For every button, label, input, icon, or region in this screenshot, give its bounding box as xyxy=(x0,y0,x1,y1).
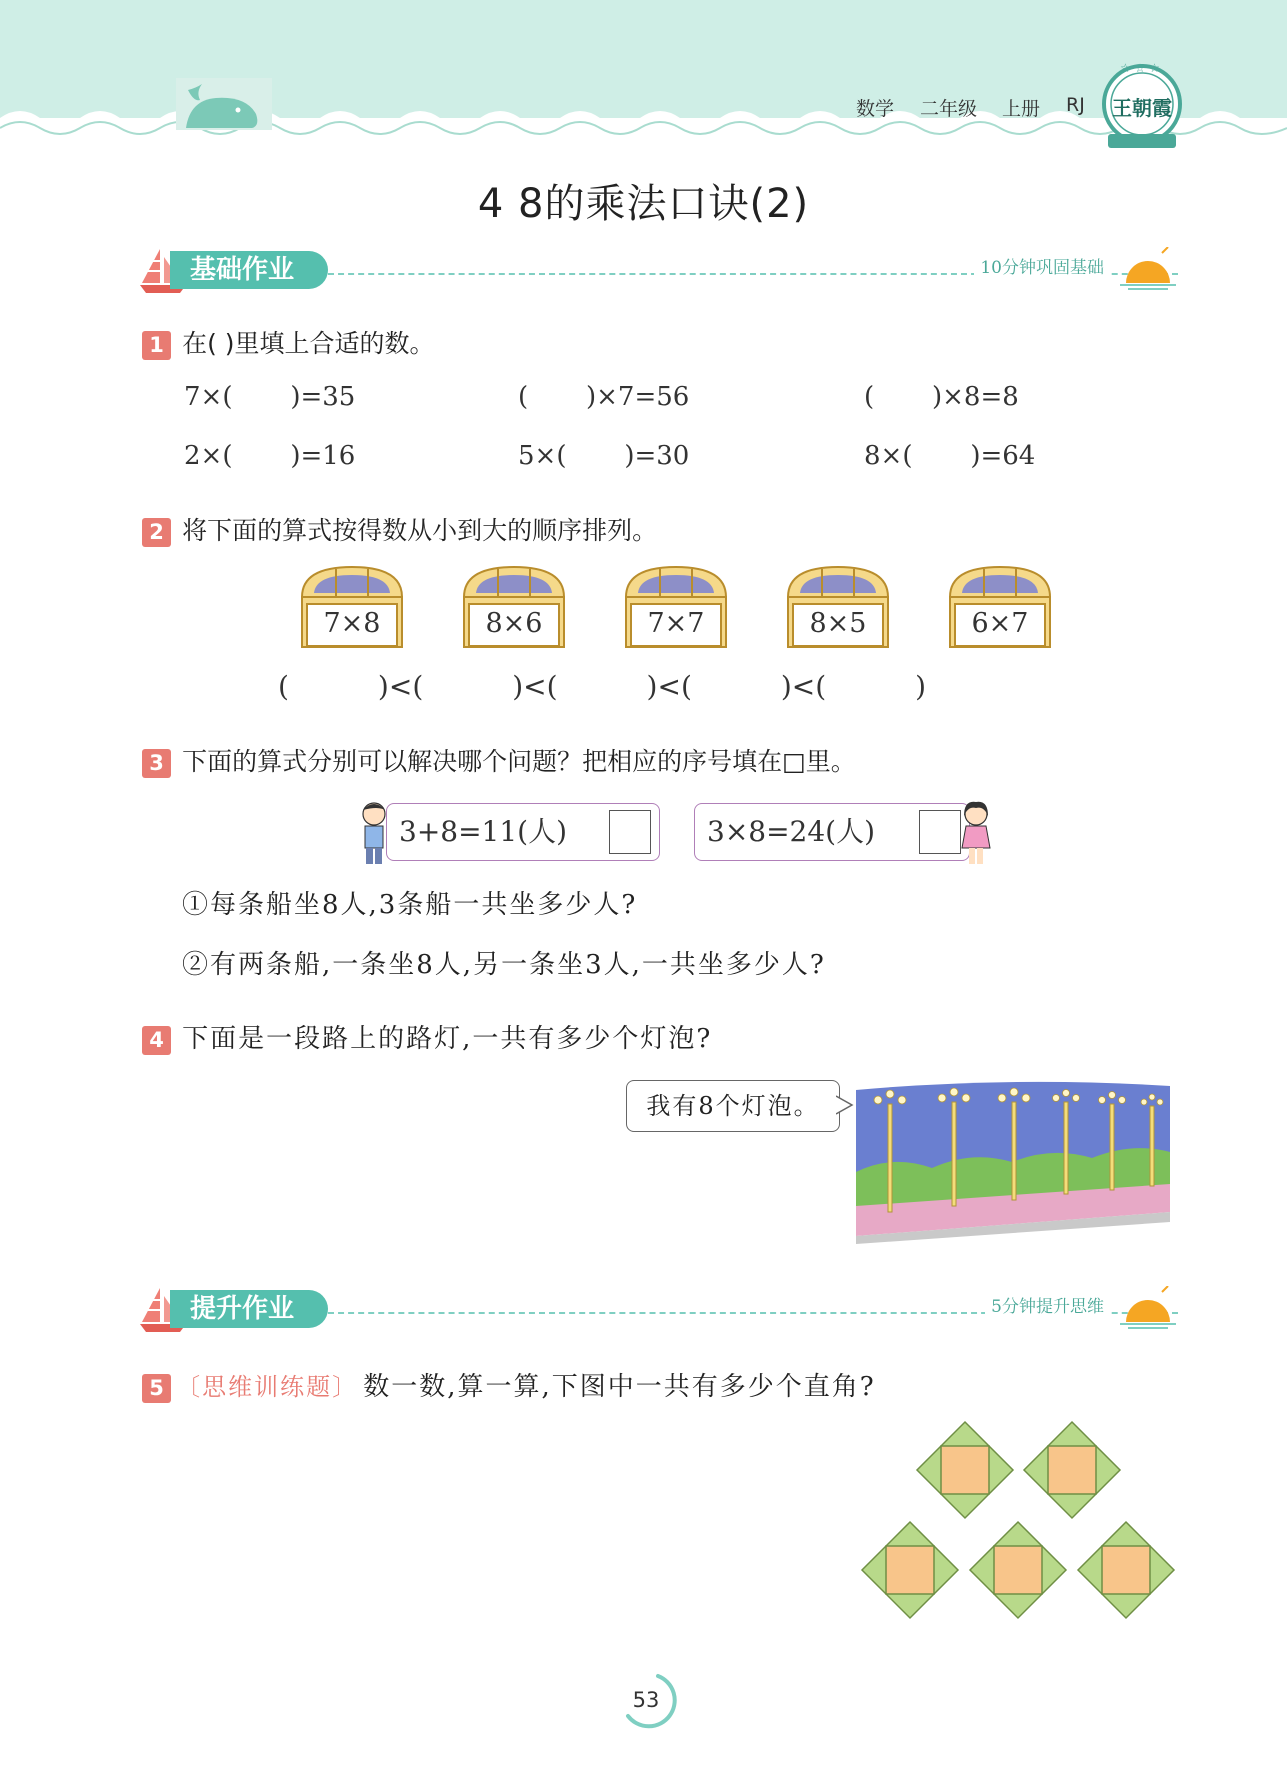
figure-unit xyxy=(862,1522,958,1618)
question-prompt: 数一数,算一算,下图中一共有多少个直角? xyxy=(363,1372,876,1402)
section-label-basic: 基础作业 xyxy=(170,251,328,289)
treasure-chest xyxy=(620,563,732,649)
question-1 xyxy=(142,324,435,360)
chest-expression: 8×6 xyxy=(468,603,560,647)
question-prompt: 将下面的算式按得数从小到大的顺序排列。 xyxy=(182,516,658,545)
equation-2-3: 8×( )=64 xyxy=(864,441,1036,471)
logo-text: 王朝霞 xyxy=(1112,96,1172,120)
equation-2-1: 2×( )=16 xyxy=(184,441,356,471)
header-edition: RJ xyxy=(1066,94,1085,116)
equation-1-2: ( )×7=56 xyxy=(518,382,690,412)
sun-icon xyxy=(1118,247,1178,291)
chest-expression: 7×8 xyxy=(306,603,398,647)
equation-text: 3+8=11(人) xyxy=(399,815,568,848)
section-banner-basic xyxy=(138,243,1178,299)
question-prompt: 下面是一段路上的路灯,一共有多少个灯泡? xyxy=(182,1024,713,1054)
question-2 xyxy=(142,511,657,547)
svg-text:☆ ☆ ☆: ☆ ☆ ☆ xyxy=(1120,61,1160,75)
equation-1-3: ( )×8=8 xyxy=(864,382,1019,412)
page-title: 4 8的乘法口诀(2) xyxy=(477,181,810,227)
question-number: 3 xyxy=(142,749,171,778)
figure-unit xyxy=(1024,1422,1120,1518)
girl-icon xyxy=(958,800,994,866)
logo-seal-icon xyxy=(1100,58,1184,150)
answer-box-left[interactable] xyxy=(609,810,651,854)
treasure-chest xyxy=(458,563,570,649)
chest-expression: 8×5 xyxy=(792,603,884,647)
equation-2-2: 5×( )=30 xyxy=(518,441,690,471)
header-term: 上册 xyxy=(1002,98,1041,120)
street-lamps-illustration xyxy=(852,1076,1174,1246)
section-note-advanced: 5分钟提升思维 xyxy=(985,1292,1110,1317)
diamond-square-figure xyxy=(858,1420,1178,1622)
header-grade: 二年级 xyxy=(920,98,978,120)
sun-icon xyxy=(1118,1286,1178,1330)
question-number: 5 xyxy=(142,1374,171,1403)
order-answer-row: ( )<( )<( )<( )<( ) xyxy=(278,670,927,703)
chest-expression: 7×7 xyxy=(630,603,722,647)
question-number: 4 xyxy=(142,1026,171,1055)
question-3 xyxy=(142,742,856,778)
section-note-basic: 10分钟巩固基础 xyxy=(974,253,1110,278)
equation-text: 3×8=24(人) xyxy=(707,815,876,848)
question-prompt: 下面的算式分别可以解决哪个问题？把相应的序号填在□里。 xyxy=(182,747,856,776)
question-number: 1 xyxy=(142,331,171,360)
treasure-chest xyxy=(944,563,1056,649)
answer-box-right[interactable] xyxy=(919,810,961,854)
question-tag: 〔思维训练题〕 xyxy=(176,1373,359,1401)
figure-unit xyxy=(917,1422,1013,1518)
speech-bubble: 我有8个灯泡。 xyxy=(626,1080,840,1132)
question-prompt: 在( )里填上合适的数。 xyxy=(182,329,435,358)
header-subject: 数学 xyxy=(856,98,895,120)
question-5 xyxy=(142,1366,876,1403)
equation-1-1: 7×( )=35 xyxy=(184,382,356,412)
question-number: 2 xyxy=(142,518,171,547)
equation-box-left xyxy=(386,803,660,861)
page-number: 53 xyxy=(632,1688,660,1712)
question-4 xyxy=(142,1018,712,1055)
whale-icon xyxy=(176,70,272,130)
word-problem-2: ②有两条船,一条坐8人,另一条坐3人,一共坐多少人? xyxy=(182,950,826,980)
treasure-chest xyxy=(782,563,894,649)
equation-box-right xyxy=(694,803,970,861)
chest-expression: 6×7 xyxy=(954,603,1046,647)
section-label-advanced: 提升作业 xyxy=(170,1290,328,1328)
figure-unit xyxy=(1078,1522,1174,1618)
word-problem-1: ①每条船坐8人,3条船一共坐多少人? xyxy=(182,890,638,920)
section-banner-advanced xyxy=(138,1282,1178,1338)
figure-unit xyxy=(970,1522,1066,1618)
treasure-chest xyxy=(296,563,408,649)
